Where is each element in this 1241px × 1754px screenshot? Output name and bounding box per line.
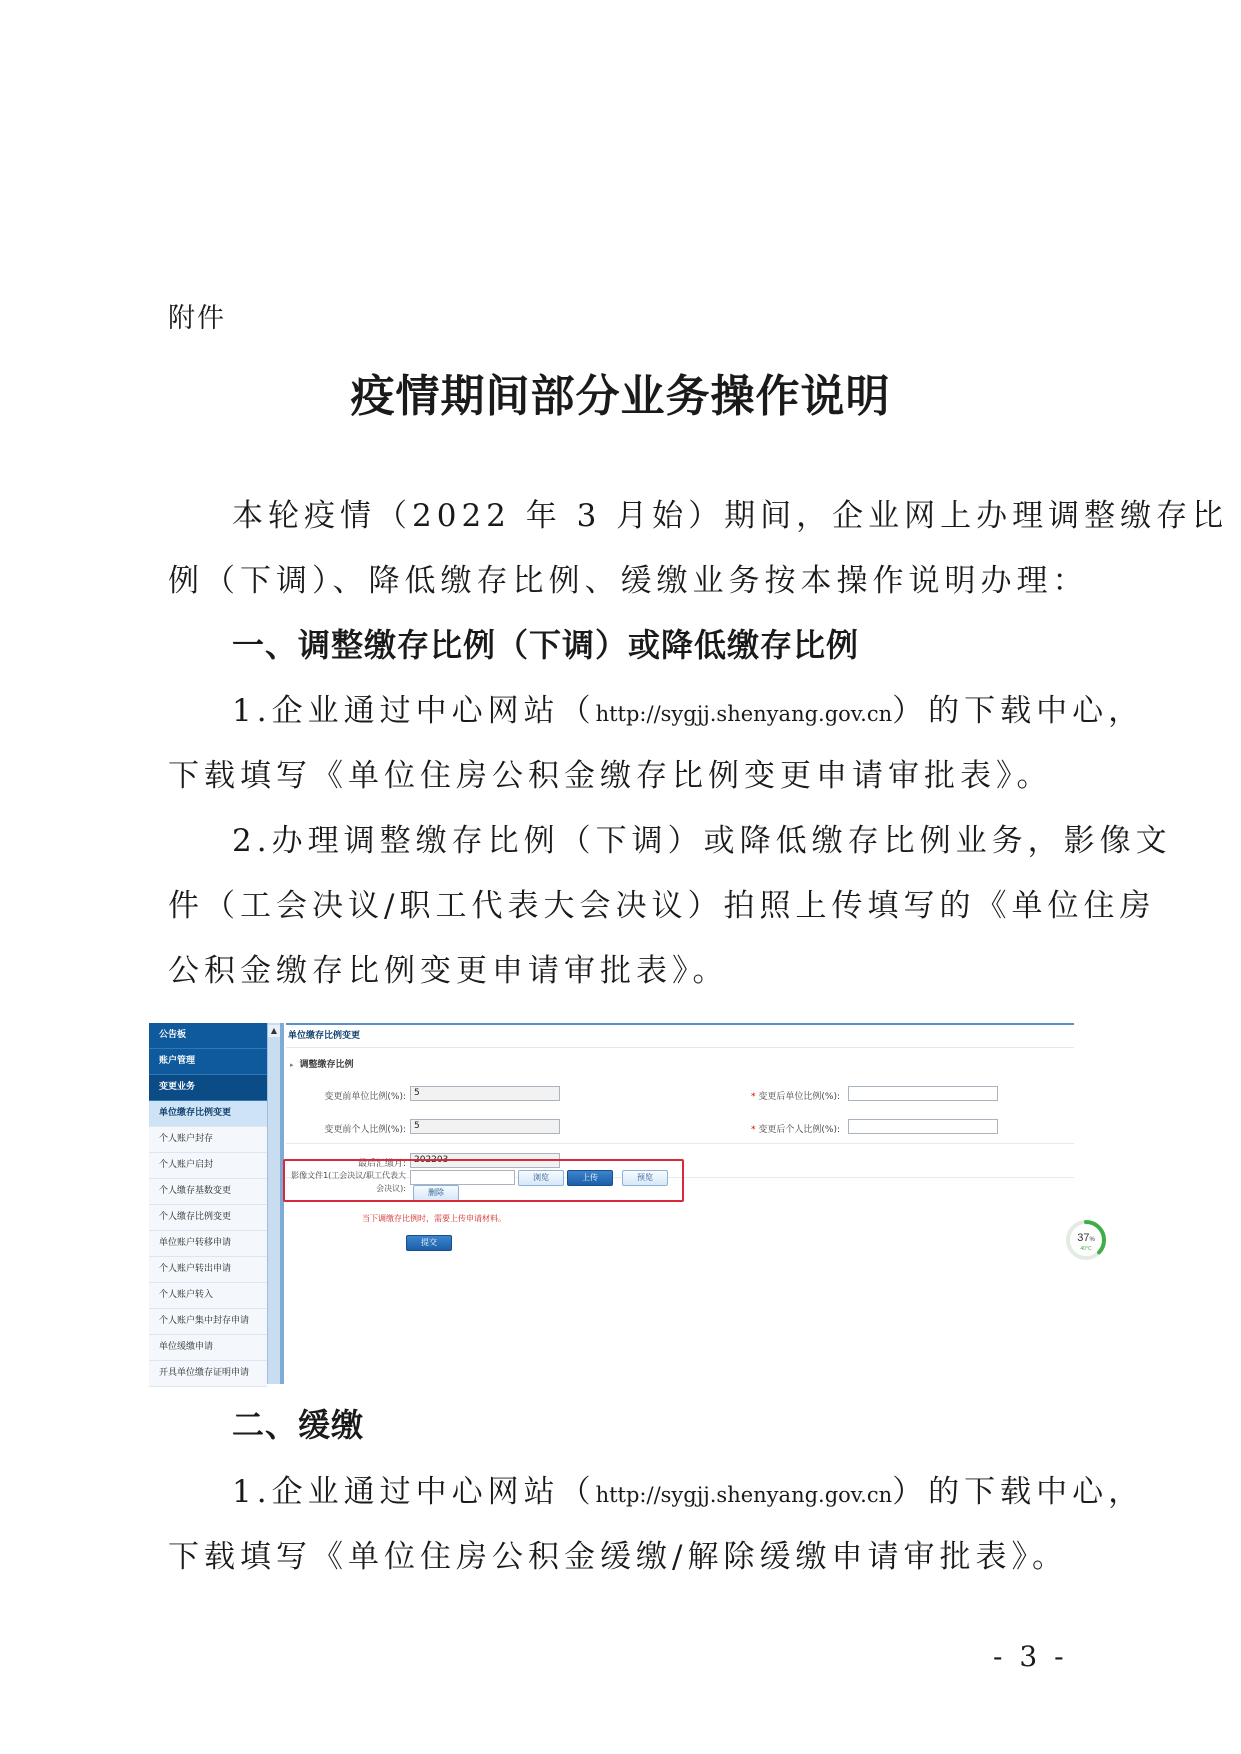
s1-p1-suffix: ）的下载中心， [892, 693, 1145, 729]
form-separator [286, 1143, 1074, 1144]
sidebar-item-unit-transfer[interactable]: 单位账户转移申请 [149, 1231, 267, 1257]
submit-button[interactable]: 提交 [406, 1235, 452, 1251]
sidebar-header-change[interactable]: 变更业务 [149, 1075, 267, 1101]
after-person-ratio-label-text: 变更后个人比例(%): [758, 1125, 840, 1135]
sidebar-item-personal-ratio-change[interactable]: 个人缴存比例变更 [149, 1205, 267, 1231]
before-unit-ratio-field: 5 [410, 1086, 560, 1101]
s2-paragraph-1-line-1 [232, 1466, 1144, 1511]
before-person-ratio-label: 变更前个人比例(%): [324, 1125, 406, 1135]
embedded-screenshot [149, 1023, 1095, 1384]
main-panel [286, 1023, 1095, 1384]
main-panel-title: 单位缴存比例变更 [286, 1023, 1074, 1048]
after-person-ratio-label [726, 1122, 840, 1135]
gauge-percent: 37% [1077, 1232, 1095, 1244]
after-unit-ratio-label [726, 1089, 840, 1102]
system-gauge [1065, 1219, 1107, 1261]
after-unit-ratio-label-text: 变更后单位比例(%): [758, 1092, 840, 1102]
sidebar-header-bulletin[interactable]: 公告板 [149, 1023, 267, 1049]
section-1-heading: 一、调整缴存比例（下调）或降低缴存比例 [232, 626, 860, 664]
sidebar-item-account-unseal[interactable]: 个人账户启封 [149, 1153, 267, 1179]
required-mark: * [751, 1092, 756, 1102]
page-number: - 3 - [993, 1640, 1068, 1673]
before-person-ratio-field: 5 [410, 1119, 560, 1134]
sidebar-item-transfer-in[interactable]: 个人账户转入 [149, 1283, 267, 1309]
panel-divider[interactable] [280, 1023, 284, 1384]
attachment-label: 附件 [168, 303, 226, 334]
s1-p1-prefix: 1.企业通过中心网站（ [232, 693, 596, 729]
s2-p1-suffix: ）的下载中心， [892, 1474, 1145, 1510]
intro-line-2: 例（下调）、降低缴存比例、缓缴业务按本操作说明办理： [168, 563, 1089, 599]
highlight-box [283, 1159, 684, 1202]
sidebar-item-batch-seal[interactable]: 个人账户集中封存申请 [149, 1309, 267, 1335]
scroll-up-icon[interactable]: ▲ [268, 1025, 280, 1037]
sidebar-item-deferral[interactable]: 单位缓缴申请 [149, 1335, 267, 1361]
sidebar-item-account-seal[interactable]: 个人账户封存 [149, 1127, 267, 1153]
sidebar-item-base-change[interactable]: 个人缴存基数变更 [149, 1179, 267, 1205]
section-2-heading: 二、缓缴 [232, 1406, 365, 1444]
document-title: 疫情期间部分业务操作说明 [350, 371, 891, 422]
s1-paragraph-2-line-2: 件（工会决议/职工代表大会决议）拍照上传填写的《单位住房 [168, 888, 1156, 924]
s1-paragraph-1-line-1 [232, 685, 1144, 730]
section-title-text: 调整缴存比例 [299, 1060, 354, 1070]
upload-button[interactable]: 上传 [567, 1170, 613, 1186]
sidebar [149, 1023, 267, 1384]
s1-paragraph-1-line-2: 下载填写《单位住房公积金缴存比例变更申请审批表》。 [168, 758, 1053, 794]
website-url: http://sygjj.shenyang.gov.cn [595, 1483, 893, 1507]
website-url: http://sygjj.shenyang.gov.cn [595, 702, 893, 726]
s1-paragraph-2-line-1: 2.办理调整缴存比例（下调）或降低缴存比例业务，影像文 [232, 823, 1172, 859]
s2-paragraph-1-line-2: 下载填写《单位住房公积金缓缴/解除缓缴申请审批表》。 [168, 1539, 1068, 1575]
sidebar-header-account[interactable]: 账户管理 [149, 1049, 267, 1075]
required-mark: * [751, 1125, 756, 1135]
section-title [290, 1057, 354, 1070]
triangle-right-icon: ▸ [290, 1061, 294, 1069]
sidebar-scrollbar[interactable] [267, 1023, 280, 1384]
s1-paragraph-2-line-3: 公积金缴存比例变更申请审批表》。 [168, 953, 729, 989]
s2-p1-prefix: 1.企业通过中心网站（ [232, 1474, 596, 1510]
last-payment-month-label: 最后汇缴月: [357, 1159, 406, 1169]
browse-button[interactable]: 浏览 [518, 1170, 564, 1186]
sidebar-item-transfer-out[interactable]: 个人账户转出申请 [149, 1257, 267, 1283]
after-unit-ratio-input[interactable] [848, 1086, 998, 1101]
after-person-ratio-input[interactable] [848, 1119, 998, 1134]
image-file-label-line-1: 影像文件1(工会决议/职工代表大 [291, 1171, 406, 1180]
image-file-label-line-2: 会决议): [376, 1184, 406, 1193]
delete-button[interactable]: 删除 [413, 1185, 459, 1201]
upload-note: 当下调缴存比例时，需要上传申请材料。 [362, 1214, 506, 1223]
intro-line-1: 本轮疫情（2022 年 3 月始）期间，企业网上办理调整缴存比 [232, 498, 1229, 534]
before-unit-ratio-label: 变更前单位比例(%): [324, 1092, 406, 1102]
sidebar-item-unit-ratio-change[interactable]: 单位缴存比例变更 [149, 1101, 267, 1127]
sidebar-item-certificate[interactable]: 开具单位缴存证明申请 [149, 1361, 267, 1387]
gauge-temp: 40°C [1080, 1246, 1092, 1252]
preview-button[interactable]: 预览 [622, 1170, 668, 1186]
last-payment-month-field: 202203 [410, 1153, 560, 1168]
